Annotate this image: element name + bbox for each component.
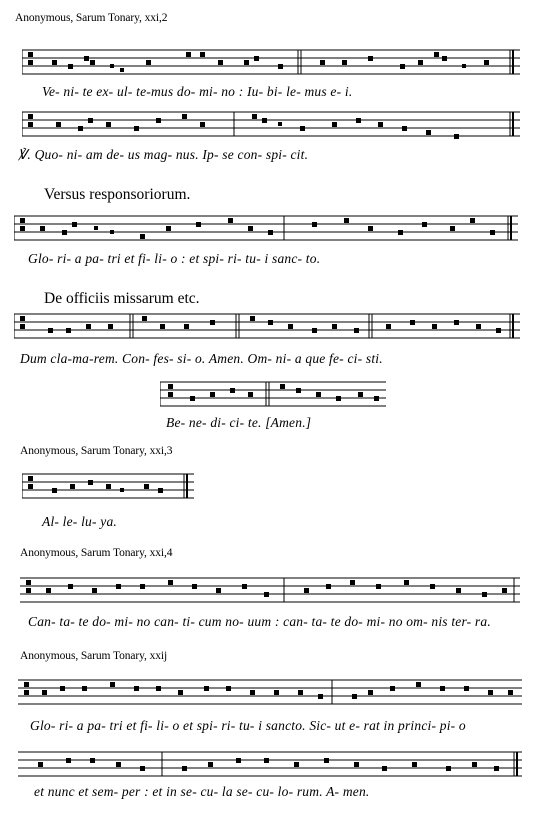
lyric-line-8: Glo- ri- a pa- tri et fi- li- o et spi- ri- tu- i sancto. Sic- ut e- rat in princi- pi- o [30, 718, 466, 733]
source-caption-1: Anonymous, Sarum Tonary, xxi,2 [15, 12, 168, 24]
heading-officiis: De officiis missarum etc. [44, 290, 200, 307]
music-staff-7 [20, 574, 520, 608]
heading-versus: Versus responsoriorum. [44, 186, 191, 203]
lyric-line-1: Ve- ni- te ex- ul- te-mus do- mi- no : Iu- bi- le- mus e- i. [42, 84, 353, 99]
music-staff-4 [14, 310, 520, 344]
music-staff-5 [160, 378, 386, 412]
music-staff-9 [18, 748, 522, 782]
music-staff-1 [22, 46, 520, 80]
music-staff-2 [22, 108, 520, 142]
source-caption-2: Anonymous, Sarum Tonary, xxi,3 [20, 445, 173, 457]
music-staff-6 [22, 470, 194, 504]
lyric-line-3: Glo- ri- a pa- tri et fi- li- o : et spi- ri- tu- i sanc- to. [28, 251, 321, 266]
music-staff-3 [14, 212, 518, 246]
lyric-line-2: ℣. Quo- ni- am de- us mag- nus. Ip- se con- spi- cit. [18, 147, 309, 162]
lyric-line-7: Can- ta- te do- mi- no can- ti- cum no- uum : can- ta- te do- mi- no om- nis ter- ra. [28, 614, 491, 629]
lyric-line-5: Be- ne- di- ci- te. [Amen.] [166, 415, 312, 430]
lyric-line-9: et nunc et sem- per : et in se- cu- la se- cu- lo- rum. A- men. [34, 784, 370, 799]
source-caption-4: Anonymous, Sarum Tonary, xxij [20, 650, 168, 662]
lyric-line-4: Dum cla-ma-rem. Con- fes- si- o. Amen. Om- ni- a que fe- ci- sti. [20, 351, 383, 366]
music-staff-8 [18, 676, 522, 710]
lyric-line-6: Al- le- lu- ya. [42, 514, 117, 529]
source-caption-3: Anonymous, Sarum Tonary, xxi,4 [20, 547, 173, 559]
